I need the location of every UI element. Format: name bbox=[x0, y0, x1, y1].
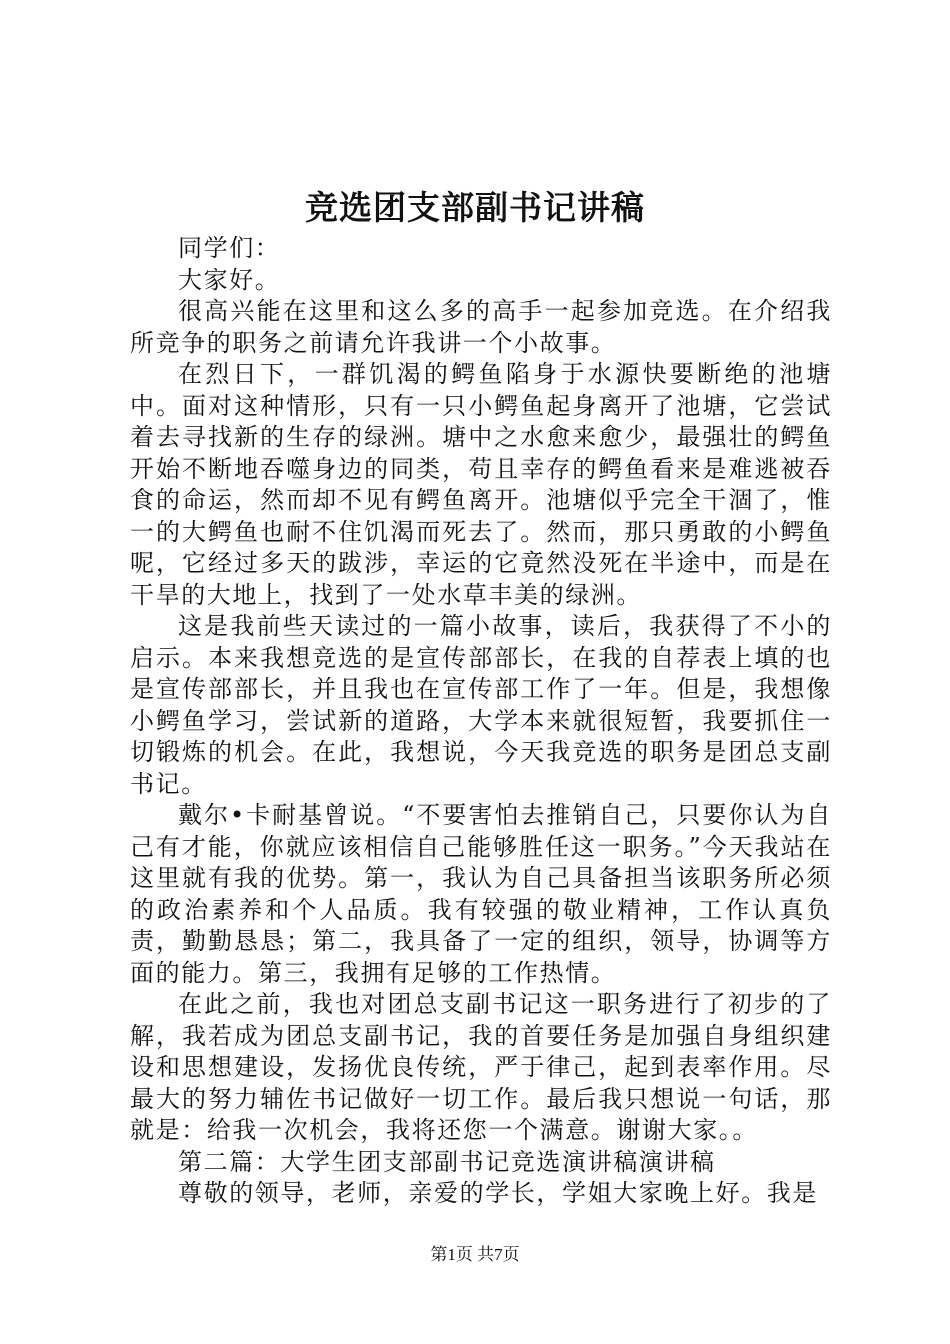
paragraph-plans: 在此之前，我也对团总支副书记这一职务进行了初步的了解，我若成为团总支副书记，我的首要任务是加强自身组织建设和思想建设，发扬优良传统，严于律己，起到表率作用。尽最大的努力辅佐书记做好一切工作。最后我只想说一句话，那就是：给我一次机会，我将还您一个满意。谢谢大家。。 bbox=[130, 990, 832, 1144]
paragraph-greeting: 同学们： bbox=[178, 234, 281, 262]
document-title: 竞选团支部副书记讲稿 bbox=[305, 188, 645, 227]
paragraph-intro: 很高兴能在这里和这么多的高手一起参加竞选。在介绍我所竞争的职务之前请允许我讲一个小故事。 bbox=[130, 297, 832, 357]
page-number-footer: 第1页 共7页 bbox=[430, 1245, 520, 1264]
paragraph-reflection: 这是我前些天读过的一篇小故事，读后，我获得了不小的启示。本来我想竞选的是宣传部部长，在我的自荐表上填的也是宣传部部长，并且我也在宣传部工作了一年。但是，我想像小鳄鱼学习，尝试新的道路，大学本来就很短暂，我要抓住一切锻炼的机会。在此，我想说，今天我竞选的职务是团总支副书记。 bbox=[130, 612, 832, 798]
paragraph-story: 在烈日下，一群饥渴的鳄鱼陷身于水源快要断绝的池塘中。面对这种情形，只有一只小鳄鱼起身离开了池塘，它尝试着去寻找新的生存的绿洲。塘中之水愈来愈少，最强壮的鳄鱼开始不断地吞噬身边的同类，苟且幸存的鳄鱼看来是难逃被吞食的命运，然而却不见有鳄鱼离开。池塘似乎完全干涸了，惟一的大鳄鱼也耐不住饥渴而死去了。然而，那只勇敢的小鳄鱼呢，它经过多天的跋涉，幸运的它竟然没死在半途中，而是在干旱的大地上，找到了一处水草丰美的绿洲。 bbox=[130, 360, 832, 609]
paragraph-second-article-opening: 尊敬的领导，老师，亲爱的学长，学姐大家晚上好。我是 bbox=[178, 1179, 818, 1207]
paragraph-advantages: 戴尔•卡耐基曾说。“不要害怕去推销自己，只要你认为自己有才能，你就应该相信自己能够胜任这一职务。”今天我站在这里就有我的优势。第一，我认为自己具备担当该职务所必须的政治素养和个人品质。我有较强的敬业精神，工作认真负责，勤勤恳恳；第二，我具备了一定的组织，领导，协调等方面的能力。第三，我拥有足够的工作热情。 bbox=[130, 801, 832, 987]
paragraph-second-article-heading: 第二篇：大学生团支部副书记竞选演讲稿演讲稿 bbox=[178, 1147, 716, 1176]
paragraph-hello: 大家好。 bbox=[178, 265, 281, 294]
document-body bbox=[130, 233, 832, 1210]
